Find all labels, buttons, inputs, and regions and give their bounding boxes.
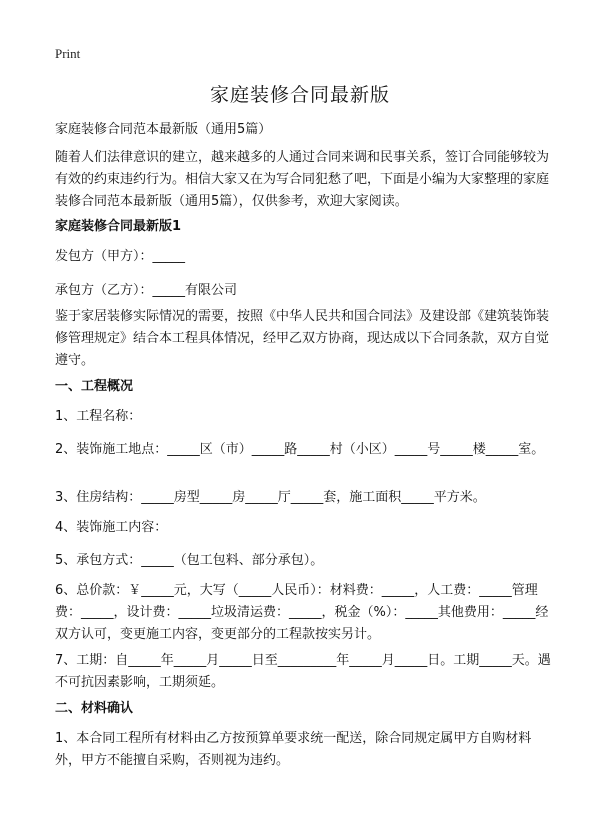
section-heading-project-overview: 一、工程概况 — [55, 379, 134, 394]
clause-project-name: 1、工程名称： — [55, 409, 142, 424]
clause-materials: 1、本合同工程所有材料由乙方按预算单要求统一配送，除合同规定属甲方自购材料外，甲方不能擅自采购，否则视为违约。 — [55, 731, 532, 768]
intro-paragraph: 随着人们法律意识的建立，越来越多的人通过合同来调和民事关系，签订合同能够较为有效的约束违约行为。相信大家又在为写合同犯愁了吧，下面是小编为大家整理的家庭装修合同范本最新版（通用5篇），仅供参考，欢迎大家阅读。 — [55, 150, 550, 209]
print-link[interactable]: Print — [55, 46, 81, 61]
clause-construction-location: 2、装饰施工地点：_____区（市）_____路_____村（小区）_____号_____楼_____室。 — [55, 442, 545, 457]
clause-total-price: 6、总价款：￥_____元，大写（_____人民币）：材料费：_____，人工费：_____管理费：_____，设计费：_____垃圾清运费：_____，税金（%）：_____其他费用：_____经双方认可，变更施工内容，变更部分的工程款按实另计。 — [55, 583, 549, 642]
party-a-line: 发包方（甲方）：_____ — [55, 249, 186, 264]
document-title: 家庭装修合同最新版 — [209, 84, 390, 106]
party-b-line: 承包方（乙方）：_____有限公司 — [55, 283, 238, 298]
clause-construction-content: 4、装饰施工内容： — [55, 520, 168, 535]
subtitle: 家庭装修合同范本最新版（通用5篇） — [55, 122, 272, 137]
clause-house-structure: 3、住房结构：_____房型_____房_____厅_____套，施工面积_____平方米。 — [55, 490, 486, 505]
section-heading-materials: 二、材料确认 — [55, 701, 134, 716]
preamble-paragraph: 鉴于家居装修实际情况的需要，按照《中华人民共和国合同法》及建设部《建筑装饰装修管理规定》结合本工程具体情况，经甲乙双方协商，现达成以下合同条款，双方自觉遵守。 — [55, 309, 550, 368]
clause-contract-method: 5、承包方式：_____（包工包料、部分承包）。 — [55, 553, 324, 568]
section-heading-contract-1: 家庭装修合同最新版1 — [55, 219, 182, 234]
clause-duration: 7、工期：自_____年_____月_____日至_________年_____月_____日。工期_____天。遇不可抗因素影响，工期须延。 — [55, 653, 551, 690]
